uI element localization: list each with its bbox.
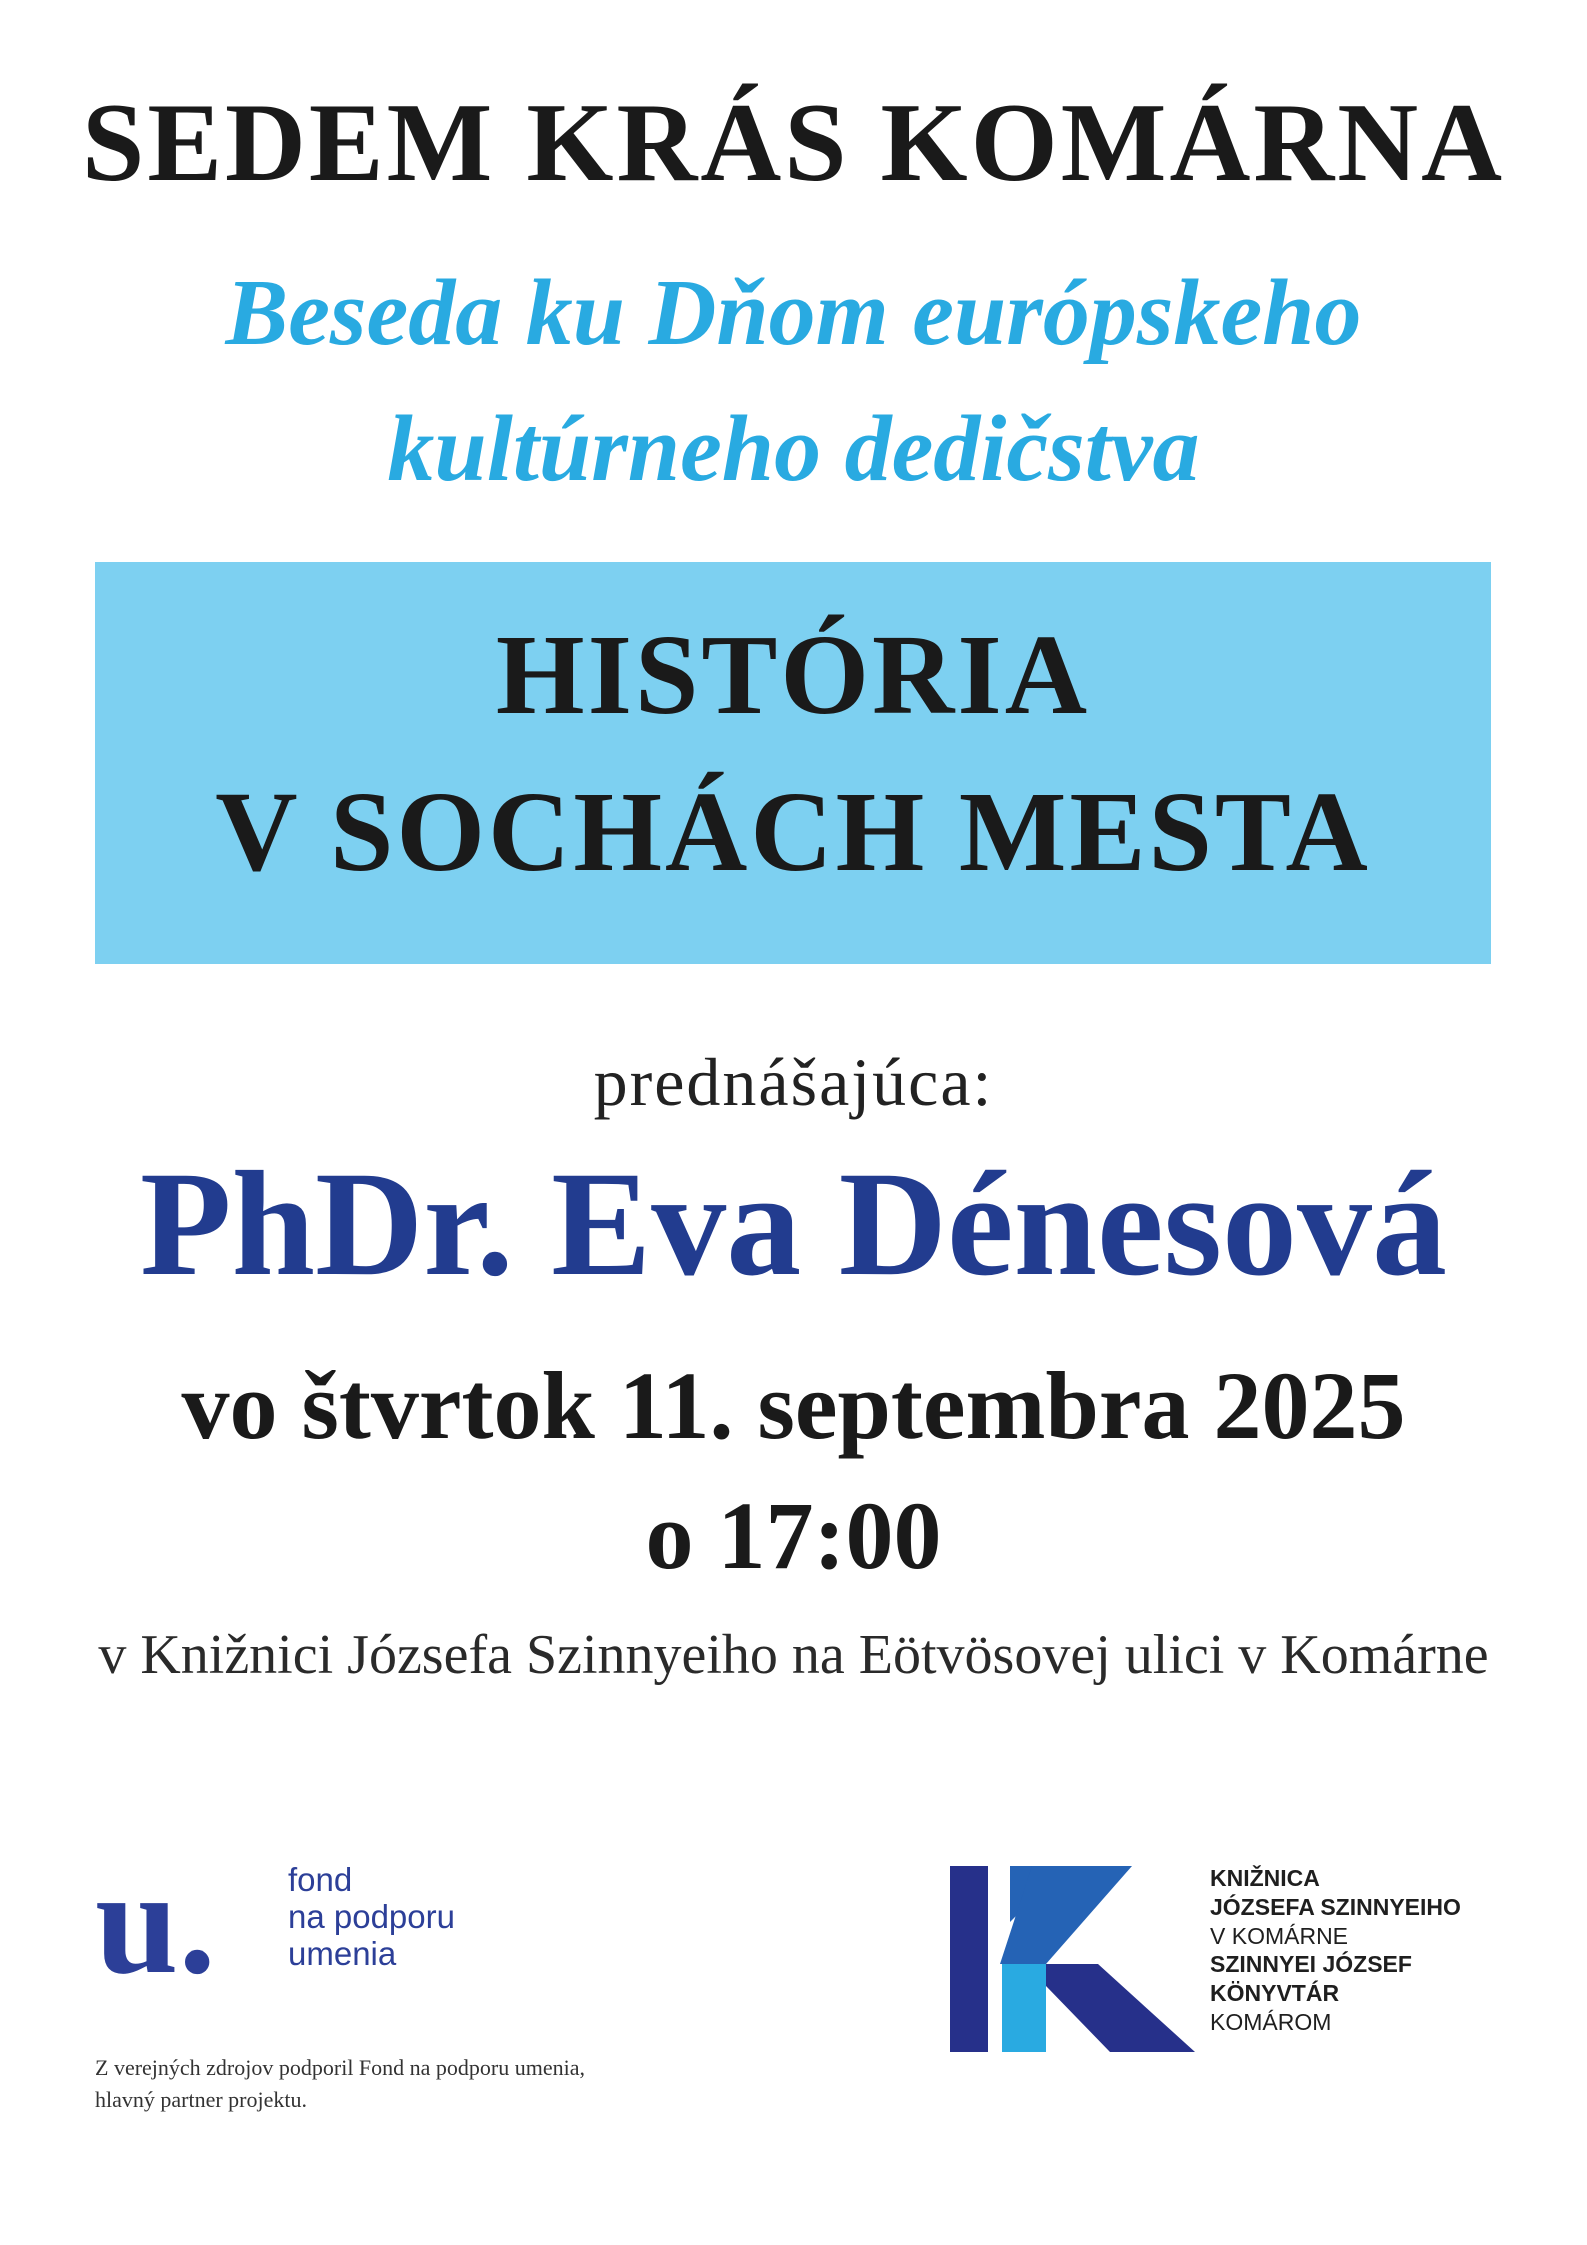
event-subtitle-line-2: kultúrneho dedičstva <box>387 397 1200 501</box>
library-wordmark <box>1210 1864 1461 2037</box>
library-wordmark-line-1: KNIŽNICA <box>1210 1865 1320 1891</box>
title-banner <box>95 562 1491 964</box>
event-venue: v Knižnici Józsefa Szinnyeiho na Eötvösovej ulici v Komárne <box>98 1624 1489 1686</box>
fond-logo-icon <box>95 1860 265 1990</box>
support-note-line-2: hlavný partner projektu. <box>95 2086 307 2112</box>
logo-k-accent <box>1002 1964 1046 2052</box>
logo-k-lower-arm <box>1046 1964 1195 2052</box>
fond-wordmark-line-2: na podporu <box>288 1897 455 1935</box>
library-wordmark-line-3: V KOMÁRNE <box>1210 1922 1349 1949</box>
support-note <box>95 2052 585 2116</box>
speaker-label: prednášajúca: <box>593 1044 994 1120</box>
library-wordmark-line-5: KÖNYVTÁR <box>1210 1980 1340 2006</box>
fond-logo-letter: u. <box>95 1860 216 1990</box>
event-date: vo štvrtok 11. septembra 2025 <box>181 1352 1406 1459</box>
title-line-2: V SOCHÁCH MESTA <box>215 768 1371 895</box>
event-series-title: SEDEM KRÁS KOMÁRNA <box>82 81 1505 205</box>
title-line-1: HISTÓRIA <box>495 611 1091 738</box>
library-wordmark-line-4: SZINNYEI JÓZSEF <box>1210 1951 1412 1978</box>
library-wordmark-line-6: KOMÁROM <box>1210 2008 1332 2035</box>
support-note-line-1: Z verejných zdrojov podporil Fond na podporu umenia, <box>95 2055 586 2080</box>
event-subtitle-line-1: Beseda ku Dňom európskeho <box>225 261 1362 365</box>
logo-k-stem <box>950 1866 988 2052</box>
event-time: o 17:00 <box>645 1482 942 1589</box>
library-k-logo-icon <box>950 1866 1195 2052</box>
fond-wordmark <box>288 1862 455 1973</box>
fond-wordmark-line-3: umenia <box>288 1934 397 1972</box>
speaker-name: PhDr. Eva Dénesová <box>139 1141 1447 1307</box>
library-wordmark-line-2: JÓZSEFA SZINNYEIHO <box>1210 1893 1461 1920</box>
fond-wordmark-line-1: fond <box>288 1861 353 1898</box>
